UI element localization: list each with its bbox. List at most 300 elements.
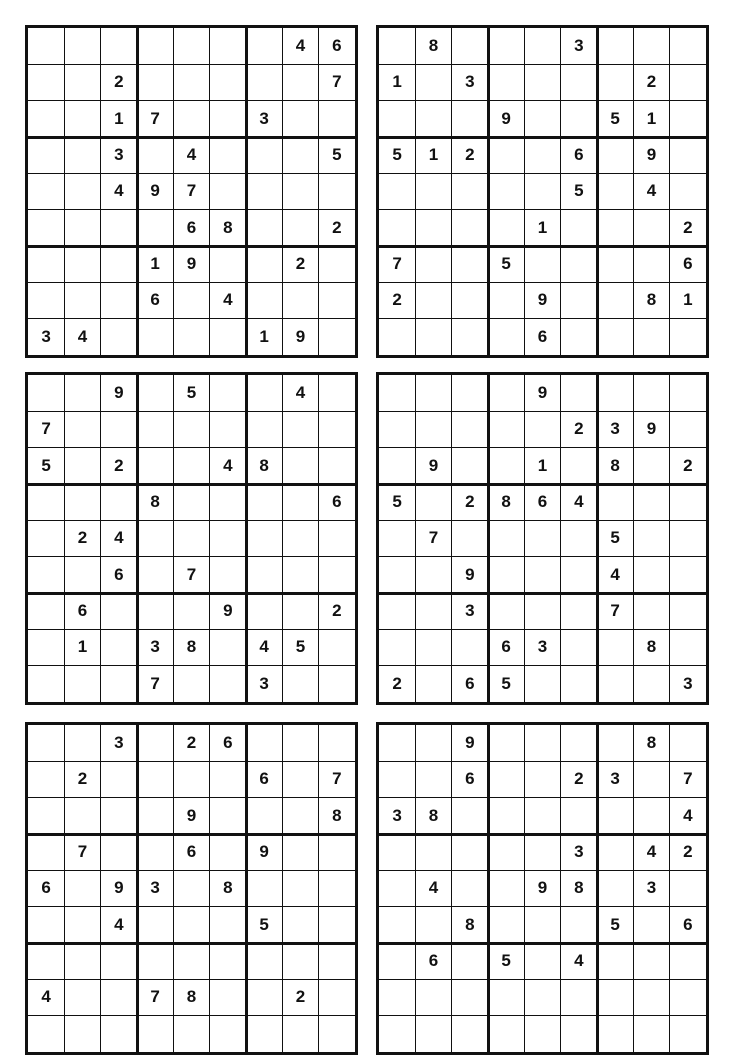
empty-cell[interactable] <box>64 666 100 702</box>
empty-cell[interactable] <box>561 319 597 355</box>
empty-cell[interactable] <box>101 593 137 629</box>
empty-cell[interactable] <box>524 834 560 870</box>
given-digit-cell[interactable]: 9 <box>186 254 197 274</box>
empty-cell[interactable] <box>282 557 318 593</box>
empty-cell[interactable] <box>488 593 524 629</box>
empty-cell[interactable] <box>379 907 415 943</box>
given-digit-cell[interactable]: 7 <box>186 564 197 584</box>
given-digit-cell[interactable]: 4 <box>114 181 124 201</box>
given-digit-cell[interactable]: 5 <box>392 145 402 165</box>
empty-cell[interactable] <box>319 101 355 137</box>
empty-cell[interactable] <box>452 798 488 834</box>
given-digit-cell[interactable]: 8 <box>610 455 620 475</box>
empty-cell[interactable] <box>524 943 560 979</box>
given-digit-cell[interactable]: 3 <box>465 72 475 92</box>
empty-cell[interactable] <box>173 907 209 943</box>
empty-cell[interactable] <box>282 943 318 979</box>
empty-cell[interactable] <box>452 870 488 906</box>
empty-cell[interactable] <box>597 319 633 355</box>
empty-cell[interactable] <box>379 629 415 665</box>
empty-cell[interactable] <box>282 173 318 209</box>
given-digit-cell[interactable]: 3 <box>537 637 548 657</box>
given-digit-cell[interactable]: 1 <box>428 145 439 165</box>
empty-cell[interactable] <box>379 725 415 761</box>
given-digit-cell[interactable]: 2 <box>295 254 306 274</box>
given-digit-cell[interactable]: 2 <box>114 72 124 92</box>
empty-cell[interactable] <box>173 520 209 556</box>
empty-cell[interactable] <box>319 282 355 318</box>
given-digit-cell[interactable]: 6 <box>332 492 342 512</box>
empty-cell[interactable] <box>28 210 64 246</box>
given-digit-cell[interactable]: 6 <box>683 914 693 934</box>
empty-cell[interactable] <box>173 64 209 100</box>
empty-cell[interactable] <box>101 943 137 979</box>
empty-cell[interactable] <box>210 28 246 64</box>
empty-cell[interactable] <box>246 870 282 906</box>
empty-cell[interactable] <box>173 761 209 797</box>
empty-cell[interactable] <box>379 870 415 906</box>
empty-cell[interactable] <box>379 593 415 629</box>
empty-cell[interactable] <box>524 246 560 282</box>
empty-cell[interactable] <box>28 943 64 979</box>
empty-cell[interactable] <box>488 282 524 318</box>
given-digit-cell[interactable]: 7 <box>41 419 51 439</box>
given-digit-cell[interactable]: 6 <box>223 733 233 753</box>
empty-cell[interactable] <box>282 593 318 629</box>
given-digit-cell[interactable]: 3 <box>150 637 160 657</box>
given-digit-cell[interactable]: 2 <box>392 290 402 310</box>
given-digit-cell[interactable]: 3 <box>465 601 475 621</box>
empty-cell[interactable] <box>28 64 64 100</box>
empty-cell[interactable] <box>379 101 415 137</box>
empty-cell[interactable] <box>64 246 100 282</box>
empty-cell[interactable] <box>137 28 173 64</box>
empty-cell[interactable] <box>670 375 706 411</box>
given-digit-cell[interactable]: 5 <box>501 673 511 693</box>
given-digit-cell[interactable]: 8 <box>332 805 342 825</box>
given-digit-cell[interactable]: 6 <box>537 326 548 346</box>
empty-cell[interactable] <box>319 907 355 943</box>
empty-cell[interactable] <box>415 173 451 209</box>
given-digit-cell[interactable]: 7 <box>150 673 160 693</box>
given-digit-cell[interactable]: 8 <box>428 805 439 825</box>
empty-cell[interactable] <box>319 979 355 1015</box>
empty-cell[interactable] <box>597 375 633 411</box>
empty-cell[interactable] <box>597 137 633 173</box>
empty-cell[interactable] <box>173 1016 209 1052</box>
given-digit-cell[interactable]: 9 <box>501 108 511 128</box>
empty-cell[interactable] <box>597 484 633 520</box>
empty-cell[interactable] <box>137 64 173 100</box>
given-digit-cell[interactable]: 4 <box>574 492 584 512</box>
empty-cell[interactable] <box>379 210 415 246</box>
given-digit-cell[interactable]: 3 <box>150 878 160 898</box>
empty-cell[interactable] <box>28 101 64 137</box>
empty-cell[interactable] <box>246 725 282 761</box>
given-digit-cell[interactable]: 9 <box>114 878 124 898</box>
empty-cell[interactable] <box>452 520 488 556</box>
empty-cell[interactable] <box>670 979 706 1015</box>
empty-cell[interactable] <box>415 761 451 797</box>
empty-cell[interactable] <box>597 943 633 979</box>
given-digit-cell[interactable]: 3 <box>259 108 269 128</box>
empty-cell[interactable] <box>28 246 64 282</box>
empty-cell[interactable] <box>246 593 282 629</box>
empty-cell[interactable] <box>64 725 100 761</box>
empty-cell[interactable] <box>524 557 560 593</box>
given-digit-cell[interactable]: 7 <box>332 769 342 789</box>
empty-cell[interactable] <box>64 101 100 137</box>
empty-cell[interactable] <box>28 28 64 64</box>
empty-cell[interactable] <box>415 64 451 100</box>
empty-cell[interactable] <box>561 907 597 943</box>
empty-cell[interactable] <box>379 411 415 447</box>
empty-cell[interactable] <box>524 725 560 761</box>
empty-cell[interactable] <box>319 246 355 282</box>
given-digit-cell[interactable]: 5 <box>610 108 620 128</box>
empty-cell[interactable] <box>633 319 669 355</box>
given-digit-cell[interactable]: 7 <box>150 987 160 1007</box>
empty-cell[interactable] <box>210 484 246 520</box>
empty-cell[interactable] <box>246 798 282 834</box>
empty-cell[interactable] <box>101 1016 137 1052</box>
empty-cell[interactable] <box>597 173 633 209</box>
empty-cell[interactable] <box>137 520 173 556</box>
empty-cell[interactable] <box>64 1016 100 1052</box>
given-digit-cell[interactable]: 9 <box>223 601 233 621</box>
empty-cell[interactable] <box>524 411 560 447</box>
empty-cell[interactable] <box>379 979 415 1015</box>
given-digit-cell[interactable]: 9 <box>295 326 306 346</box>
given-digit-cell[interactable]: 7 <box>428 528 439 548</box>
empty-cell[interactable] <box>452 629 488 665</box>
empty-cell[interactable] <box>28 725 64 761</box>
given-digit-cell[interactable]: 6 <box>186 217 197 237</box>
empty-cell[interactable] <box>561 64 597 100</box>
empty-cell[interactable] <box>210 137 246 173</box>
empty-cell[interactable] <box>101 319 137 355</box>
empty-cell[interactable] <box>670 28 706 64</box>
empty-cell[interactable] <box>561 593 597 629</box>
given-digit-cell[interactable]: 7 <box>683 769 693 789</box>
empty-cell[interactable] <box>633 448 669 484</box>
empty-cell[interactable] <box>210 979 246 1015</box>
given-digit-cell[interactable]: 4 <box>77 326 88 346</box>
empty-cell[interactable] <box>246 484 282 520</box>
empty-cell[interactable] <box>137 210 173 246</box>
given-digit-cell[interactable]: 3 <box>610 419 620 439</box>
empty-cell[interactable] <box>670 593 706 629</box>
given-digit-cell[interactable]: 8 <box>646 637 657 657</box>
given-digit-cell[interactable]: 2 <box>574 419 584 439</box>
empty-cell[interactable] <box>488 173 524 209</box>
empty-cell[interactable] <box>210 761 246 797</box>
empty-cell[interactable] <box>415 411 451 447</box>
empty-cell[interactable] <box>101 282 137 318</box>
empty-cell[interactable] <box>379 943 415 979</box>
empty-cell[interactable] <box>246 557 282 593</box>
given-digit-cell[interactable]: 4 <box>186 145 197 165</box>
empty-cell[interactable] <box>246 173 282 209</box>
empty-cell[interactable] <box>633 1016 669 1052</box>
given-digit-cell[interactable]: 8 <box>259 455 269 475</box>
empty-cell[interactable] <box>28 761 64 797</box>
empty-cell[interactable] <box>670 629 706 665</box>
empty-cell[interactable] <box>101 28 137 64</box>
empty-cell[interactable] <box>319 557 355 593</box>
empty-cell[interactable] <box>415 1016 451 1052</box>
empty-cell[interactable] <box>561 557 597 593</box>
empty-cell[interactable] <box>137 1016 173 1052</box>
given-digit-cell[interactable]: 5 <box>574 181 584 201</box>
given-digit-cell[interactable]: 4 <box>223 290 233 310</box>
empty-cell[interactable] <box>282 907 318 943</box>
empty-cell[interactable] <box>488 979 524 1015</box>
given-digit-cell[interactable]: 8 <box>574 878 584 898</box>
empty-cell[interactable] <box>379 834 415 870</box>
given-digit-cell[interactable]: 8 <box>223 878 233 898</box>
given-digit-cell[interactable]: 9 <box>114 383 124 403</box>
empty-cell[interactable] <box>210 411 246 447</box>
empty-cell[interactable] <box>379 1016 415 1052</box>
empty-cell[interactable] <box>488 28 524 64</box>
empty-cell[interactable] <box>319 411 355 447</box>
empty-cell[interactable] <box>633 666 669 702</box>
given-digit-cell[interactable]: 6 <box>428 951 439 971</box>
given-digit-cell[interactable]: 8 <box>150 492 160 512</box>
empty-cell[interactable] <box>282 101 318 137</box>
empty-cell[interactable] <box>137 725 173 761</box>
given-digit-cell[interactable]: 1 <box>150 254 160 274</box>
empty-cell[interactable] <box>246 64 282 100</box>
empty-cell[interactable] <box>633 557 669 593</box>
given-digit-cell[interactable]: 5 <box>501 254 511 274</box>
given-digit-cell[interactable]: 6 <box>537 492 548 512</box>
given-digit-cell[interactable]: 4 <box>295 36 306 56</box>
given-digit-cell[interactable]: 7 <box>392 254 402 274</box>
given-digit-cell[interactable]: 8 <box>186 987 197 1007</box>
empty-cell[interactable] <box>524 761 560 797</box>
empty-cell[interactable] <box>282 520 318 556</box>
empty-cell[interactable] <box>524 798 560 834</box>
empty-cell[interactable] <box>561 979 597 1015</box>
given-digit-cell[interactable]: 2 <box>683 455 693 475</box>
empty-cell[interactable] <box>64 411 100 447</box>
empty-cell[interactable] <box>633 798 669 834</box>
empty-cell[interactable] <box>282 210 318 246</box>
empty-cell[interactable] <box>28 173 64 209</box>
empty-cell[interactable] <box>28 593 64 629</box>
given-digit-cell[interactable]: 8 <box>646 733 657 753</box>
empty-cell[interactable] <box>524 1016 560 1052</box>
empty-cell[interactable] <box>246 1016 282 1052</box>
given-digit-cell[interactable]: 2 <box>465 145 475 165</box>
empty-cell[interactable] <box>173 282 209 318</box>
empty-cell[interactable] <box>488 870 524 906</box>
given-digit-cell[interactable]: 6 <box>150 290 160 310</box>
empty-cell[interactable] <box>282 761 318 797</box>
empty-cell[interactable] <box>137 411 173 447</box>
empty-cell[interactable] <box>415 557 451 593</box>
given-digit-cell[interactable]: 4 <box>114 914 124 934</box>
empty-cell[interactable] <box>319 666 355 702</box>
empty-cell[interactable] <box>210 629 246 665</box>
given-digit-cell[interactable]: 6 <box>41 878 51 898</box>
empty-cell[interactable] <box>379 520 415 556</box>
empty-cell[interactable] <box>173 101 209 137</box>
given-digit-cell[interactable]: 5 <box>295 637 306 657</box>
empty-cell[interactable] <box>64 870 100 906</box>
given-digit-cell[interactable]: 8 <box>646 290 657 310</box>
given-digit-cell[interactable]: 2 <box>332 601 342 621</box>
empty-cell[interactable] <box>210 907 246 943</box>
given-digit-cell[interactable]: 1 <box>77 637 88 657</box>
empty-cell[interactable] <box>488 411 524 447</box>
empty-cell[interactable] <box>597 666 633 702</box>
empty-cell[interactable] <box>633 210 669 246</box>
empty-cell[interactable] <box>670 101 706 137</box>
given-digit-cell[interactable]: 9 <box>259 842 269 862</box>
given-digit-cell[interactable]: 9 <box>150 181 160 201</box>
empty-cell[interactable] <box>561 448 597 484</box>
empty-cell[interactable] <box>319 520 355 556</box>
empty-cell[interactable] <box>452 173 488 209</box>
given-digit-cell[interactable]: 8 <box>501 492 511 512</box>
empty-cell[interactable] <box>64 943 100 979</box>
given-digit-cell[interactable]: 6 <box>501 637 511 657</box>
empty-cell[interactable] <box>28 520 64 556</box>
empty-cell[interactable] <box>101 484 137 520</box>
empty-cell[interactable] <box>282 1016 318 1052</box>
given-digit-cell[interactable]: 2 <box>465 492 475 512</box>
empty-cell[interactable] <box>210 666 246 702</box>
empty-cell[interactable] <box>173 666 209 702</box>
given-digit-cell[interactable]: 9 <box>465 564 475 584</box>
empty-cell[interactable] <box>64 282 100 318</box>
given-digit-cell[interactable]: 6 <box>465 769 475 789</box>
empty-cell[interactable] <box>524 137 560 173</box>
empty-cell[interactable] <box>282 725 318 761</box>
empty-cell[interactable] <box>137 137 173 173</box>
empty-cell[interactable] <box>488 137 524 173</box>
empty-cell[interactable] <box>101 798 137 834</box>
empty-cell[interactable] <box>597 1016 633 1052</box>
empty-cell[interactable] <box>633 943 669 979</box>
empty-cell[interactable] <box>488 798 524 834</box>
empty-cell[interactable] <box>379 448 415 484</box>
given-digit-cell[interactable]: 6 <box>683 254 693 274</box>
empty-cell[interactable] <box>415 593 451 629</box>
given-digit-cell[interactable]: 2 <box>186 733 197 753</box>
given-digit-cell[interactable]: 3 <box>574 842 584 862</box>
empty-cell[interactable] <box>210 798 246 834</box>
empty-cell[interactable] <box>452 246 488 282</box>
empty-cell[interactable] <box>597 979 633 1015</box>
empty-cell[interactable] <box>64 28 100 64</box>
empty-cell[interactable] <box>246 210 282 246</box>
empty-cell[interactable] <box>137 943 173 979</box>
empty-cell[interactable] <box>488 448 524 484</box>
empty-cell[interactable] <box>282 666 318 702</box>
empty-cell[interactable] <box>319 448 355 484</box>
empty-cell[interactable] <box>597 64 633 100</box>
empty-cell[interactable] <box>173 943 209 979</box>
given-digit-cell[interactable]: 9 <box>537 383 548 403</box>
given-digit-cell[interactable]: 3 <box>646 878 657 898</box>
empty-cell[interactable] <box>319 375 355 411</box>
empty-cell[interactable] <box>282 798 318 834</box>
empty-cell[interactable] <box>415 210 451 246</box>
empty-cell[interactable] <box>524 979 560 1015</box>
empty-cell[interactable] <box>379 173 415 209</box>
empty-cell[interactable] <box>246 246 282 282</box>
empty-cell[interactable] <box>379 319 415 355</box>
empty-cell[interactable] <box>210 101 246 137</box>
empty-cell[interactable] <box>137 593 173 629</box>
empty-cell[interactable] <box>28 137 64 173</box>
given-digit-cell[interactable]: 9 <box>537 878 548 898</box>
empty-cell[interactable] <box>210 173 246 209</box>
empty-cell[interactable] <box>524 28 560 64</box>
empty-cell[interactable] <box>524 907 560 943</box>
given-digit-cell[interactable]: 2 <box>574 769 584 789</box>
empty-cell[interactable] <box>246 979 282 1015</box>
empty-cell[interactable] <box>137 761 173 797</box>
given-digit-cell[interactable]: 7 <box>150 108 160 128</box>
empty-cell[interactable] <box>28 666 64 702</box>
empty-cell[interactable] <box>415 725 451 761</box>
empty-cell[interactable] <box>137 375 173 411</box>
empty-cell[interactable] <box>282 834 318 870</box>
given-digit-cell[interactable]: 7 <box>332 72 342 92</box>
given-digit-cell[interactable]: 9 <box>428 455 439 475</box>
empty-cell[interactable] <box>137 834 173 870</box>
empty-cell[interactable] <box>137 798 173 834</box>
empty-cell[interactable] <box>101 210 137 246</box>
given-digit-cell[interactable]: 6 <box>465 673 475 693</box>
empty-cell[interactable] <box>670 64 706 100</box>
given-digit-cell[interactable]: 3 <box>683 673 693 693</box>
empty-cell[interactable] <box>101 834 137 870</box>
empty-cell[interactable] <box>319 173 355 209</box>
empty-cell[interactable] <box>28 484 64 520</box>
empty-cell[interactable] <box>488 520 524 556</box>
empty-cell[interactable] <box>633 979 669 1015</box>
empty-cell[interactable] <box>319 319 355 355</box>
empty-cell[interactable] <box>561 798 597 834</box>
given-digit-cell[interactable]: 5 <box>610 528 620 548</box>
empty-cell[interactable] <box>28 375 64 411</box>
given-digit-cell[interactable]: 6 <box>574 145 584 165</box>
empty-cell[interactable] <box>524 666 560 702</box>
empty-cell[interactable] <box>210 246 246 282</box>
empty-cell[interactable] <box>597 282 633 318</box>
empty-cell[interactable] <box>319 629 355 665</box>
given-digit-cell[interactable]: 9 <box>186 805 197 825</box>
given-digit-cell[interactable]: 3 <box>574 36 584 56</box>
empty-cell[interactable] <box>415 246 451 282</box>
empty-cell[interactable] <box>670 725 706 761</box>
empty-cell[interactable] <box>488 557 524 593</box>
empty-cell[interactable] <box>597 798 633 834</box>
empty-cell[interactable] <box>28 798 64 834</box>
empty-cell[interactable] <box>670 411 706 447</box>
empty-cell[interactable] <box>379 761 415 797</box>
empty-cell[interactable] <box>670 137 706 173</box>
empty-cell[interactable] <box>319 1016 355 1052</box>
empty-cell[interactable] <box>561 246 597 282</box>
empty-cell[interactable] <box>210 557 246 593</box>
